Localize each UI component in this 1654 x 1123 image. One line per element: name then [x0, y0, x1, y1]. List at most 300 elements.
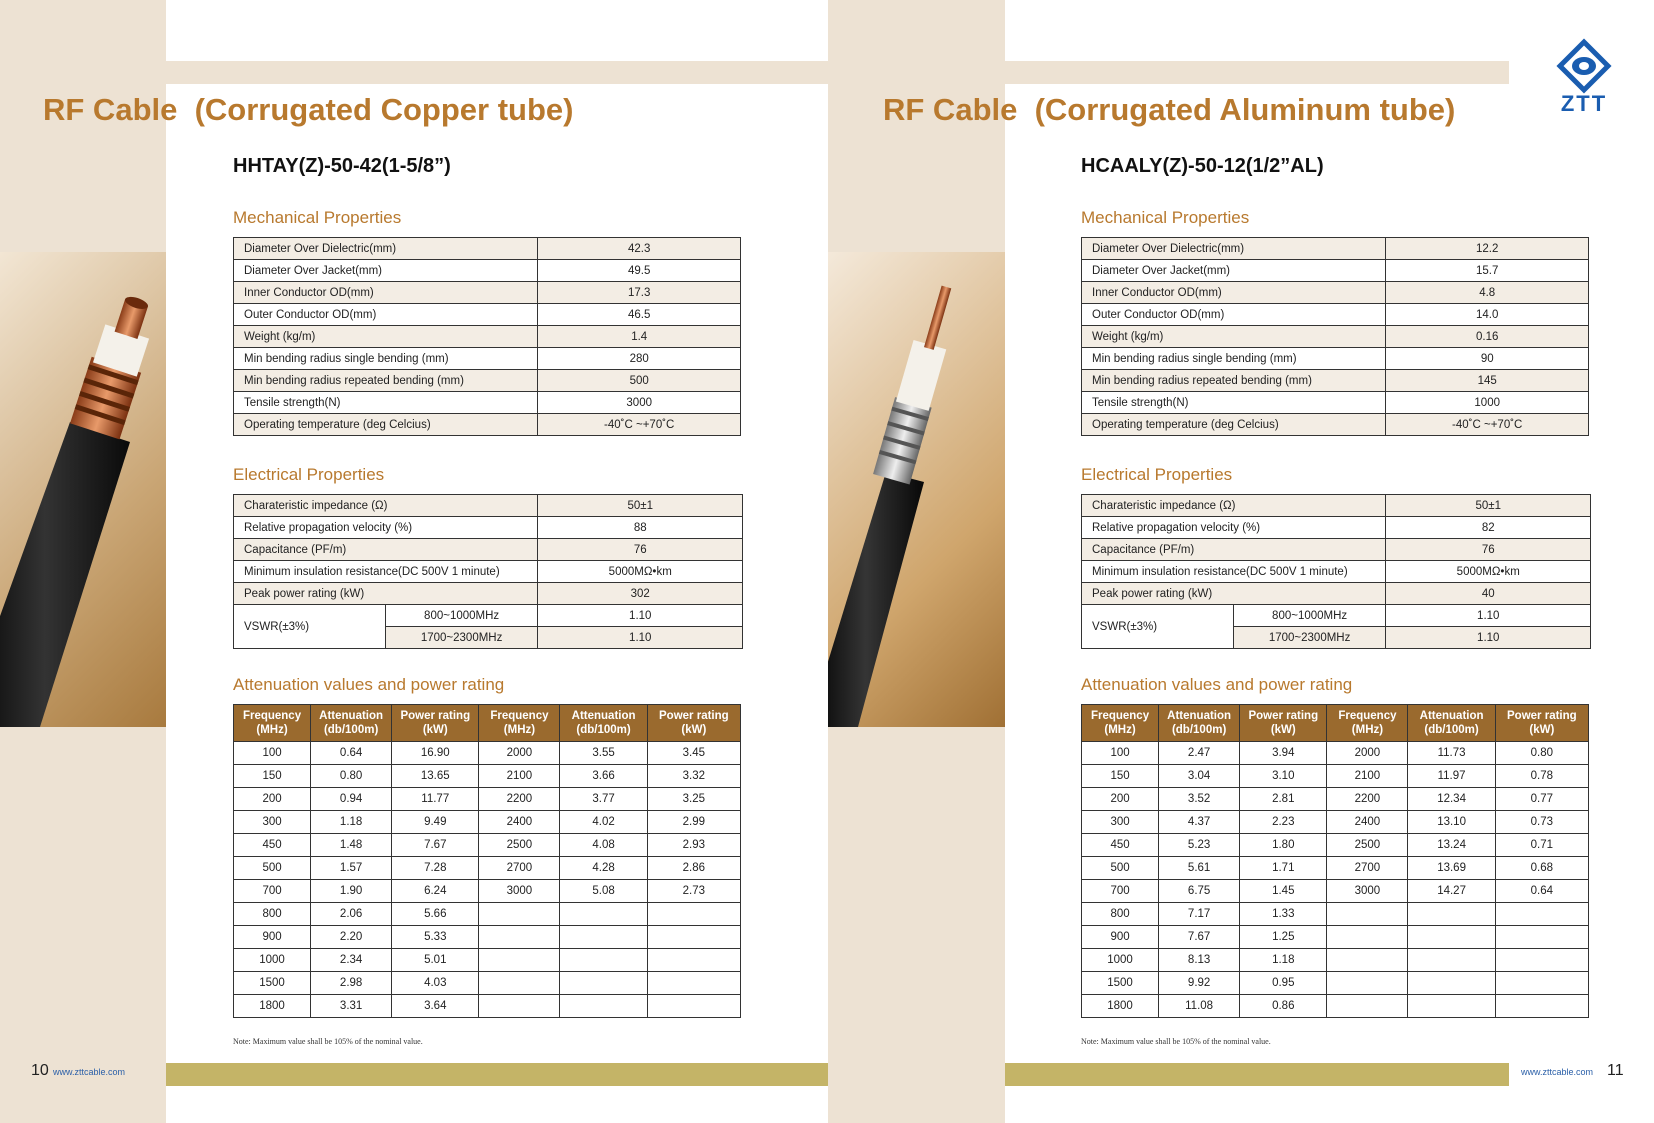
table-cell: 5.08: [560, 880, 647, 903]
property-label: Outer Conductor OD(mm): [234, 304, 538, 326]
property-label: Charateristic impedance (Ω): [234, 495, 538, 517]
column-header: Frequency (MHz): [479, 705, 560, 742]
table-row: [1082, 348, 1589, 370]
table-cell: 0.94: [311, 788, 392, 811]
table-row: [234, 903, 741, 926]
property-value: 50±1: [538, 495, 743, 517]
table-cell: 2700: [479, 857, 560, 880]
table-cell: 11.77: [392, 788, 479, 811]
table-cell: 2.81: [1240, 788, 1327, 811]
table-row: [234, 238, 741, 260]
table-cell: 1000: [234, 949, 311, 972]
table-cell: 2.20: [311, 926, 392, 949]
column-header: Frequency (MHz): [1327, 705, 1408, 742]
table-cell: 9.49: [392, 811, 479, 834]
table-cell: 11.73: [1408, 742, 1495, 765]
table-row: [234, 857, 741, 880]
table-row: [1082, 880, 1589, 903]
table-cell: 1.18: [311, 811, 392, 834]
table-cell: 2500: [1327, 834, 1408, 857]
table-cell: [1495, 972, 1588, 995]
property-value: 302: [538, 583, 743, 605]
property-value: 88: [538, 517, 743, 539]
property-value: 82: [1386, 517, 1591, 539]
property-label: Diameter Over Dielectric(mm): [234, 238, 538, 260]
table-row: [234, 370, 741, 392]
table-cell: 800: [1082, 903, 1159, 926]
property-value: 17.3: [538, 282, 741, 304]
table-cell: 6.24: [392, 880, 479, 903]
table-cell: 2200: [479, 788, 560, 811]
table-cell: [1327, 903, 1408, 926]
table-cell: 800: [234, 903, 311, 926]
property-label: Diameter Over Jacket(mm): [234, 260, 538, 282]
property-value: 145: [1386, 370, 1589, 392]
property-label: Weight (kg/m): [1082, 326, 1386, 348]
table-row: [234, 788, 741, 811]
table-cell: 0.95: [1240, 972, 1327, 995]
property-label: Inner Conductor OD(mm): [1082, 282, 1386, 304]
table-cell: [1408, 903, 1495, 926]
table-cell: [1327, 926, 1408, 949]
table-cell: 2.73: [647, 880, 740, 903]
table-cell: 2.86: [647, 857, 740, 880]
table-cell: 2.23: [1240, 811, 1327, 834]
table-cell: 450: [1082, 834, 1159, 857]
table-cell: [560, 995, 647, 1018]
property-value: 90: [1386, 348, 1589, 370]
right-mechanical-heading: Mechanical Properties: [1081, 208, 1250, 227]
table-cell: [1408, 972, 1495, 995]
property-label: Relative propagation velocity (%): [1082, 517, 1386, 539]
right-electrical-heading: Electrical Properties: [1081, 465, 1233, 484]
column-header: Power rating (kW): [1240, 705, 1327, 742]
table-cell: 16.90: [392, 742, 479, 765]
table-cell: 1.71: [1240, 857, 1327, 880]
table-cell: 13.10: [1408, 811, 1495, 834]
table-cell: 100: [234, 742, 311, 765]
table-cell: 700: [234, 880, 311, 903]
table-row: [234, 926, 741, 949]
property-label: Relative propagation velocity (%): [234, 517, 538, 539]
table-cell: 4.02: [560, 811, 647, 834]
table-cell: 13.65: [392, 765, 479, 788]
right-mechanical-table: [1081, 237, 1589, 436]
table-cell: 100: [1082, 742, 1159, 765]
property-label: Peak power rating (kW): [234, 583, 538, 605]
table-cell: 7.17: [1159, 903, 1240, 926]
property-label: Diameter Over Jacket(mm): [1082, 260, 1386, 282]
table-row: [1082, 561, 1591, 583]
table-row: [234, 605, 743, 627]
table-cell: 7.67: [1159, 926, 1240, 949]
table-row: [1082, 995, 1589, 1018]
property-label: Capacitance (PF/m): [1082, 539, 1386, 561]
table-cell: 2.34: [311, 949, 392, 972]
property-value: -40˚C ~+70˚C: [538, 414, 741, 436]
table-cell: 0.73: [1495, 811, 1588, 834]
table-cell: 2.06: [311, 903, 392, 926]
left-mechanical-table: [233, 237, 741, 436]
property-value: 500: [538, 370, 741, 392]
vswr-range: 800~1000MHz: [1233, 605, 1386, 627]
table-cell: [1327, 995, 1408, 1018]
table-row: [1082, 949, 1589, 972]
property-value: 4.8: [1386, 282, 1589, 304]
table-row: [234, 765, 741, 788]
left-electrical-heading: Electrical Properties: [233, 465, 385, 484]
left-top-strip: [166, 61, 828, 84]
table-cell: 3.25: [647, 788, 740, 811]
table-row: [234, 539, 743, 561]
table-row: [1082, 517, 1591, 539]
ztt-logo: [1548, 38, 1620, 118]
table-row: [234, 392, 741, 414]
table-cell: 5.66: [392, 903, 479, 926]
table-row: [234, 880, 741, 903]
table-cell: 0.78: [1495, 765, 1588, 788]
table-cell: 0.71: [1495, 834, 1588, 857]
table-row: [234, 742, 741, 765]
table-cell: 0.80: [311, 765, 392, 788]
column-header: Power rating (kW): [1495, 705, 1588, 742]
property-label: Min bending radius single bending (mm): [1082, 348, 1386, 370]
left-attenuation-table: [233, 704, 741, 1018]
table-row: [1082, 495, 1591, 517]
table-row: [1082, 834, 1589, 857]
table-row: [1082, 788, 1589, 811]
table-cell: [647, 926, 740, 949]
table-row: [1082, 926, 1589, 949]
table-cell: 1.90: [311, 880, 392, 903]
table-cell: 2200: [1327, 788, 1408, 811]
table-cell: 4.03: [392, 972, 479, 995]
property-label: Minimum insulation resistance(DC 500V 1 minute): [234, 561, 538, 583]
table-cell: 0.64: [1495, 880, 1588, 903]
table-cell: [1327, 949, 1408, 972]
right-page-title: RF Cable (Corrugated Aluminum tube): [883, 92, 1456, 127]
table-row: [1082, 370, 1589, 392]
table-cell: 3.52: [1159, 788, 1240, 811]
ztt-logo-icon: [1548, 38, 1620, 94]
table-cell: [647, 949, 740, 972]
table-cell: 1.57: [311, 857, 392, 880]
column-header: Attenuation (db/100m): [560, 705, 647, 742]
table-cell: 2.99: [647, 811, 740, 834]
property-value: 46.5: [538, 304, 741, 326]
property-value: 15.7: [1386, 260, 1589, 282]
table-cell: 6.75: [1159, 880, 1240, 903]
left-page-title: RF Cable (Corrugated Copper tube): [43, 92, 574, 127]
table-cell: 1000: [1082, 949, 1159, 972]
left-attenuation-heading: Attenuation values and power rating: [233, 675, 505, 694]
table-row: [234, 348, 741, 370]
vswr-range: 1700~2300MHz: [1233, 627, 1386, 649]
table-cell: [479, 949, 560, 972]
vswr-range: 1700~2300MHz: [385, 627, 538, 649]
table-cell: 1800: [234, 995, 311, 1018]
table-cell: 3.66: [560, 765, 647, 788]
property-value: 1.4: [538, 326, 741, 348]
table-cell: 150: [1082, 765, 1159, 788]
property-value: 3000: [538, 392, 741, 414]
table-cell: 2.93: [647, 834, 740, 857]
aluminum-cable-image: [828, 252, 1005, 727]
table-cell: 0.64: [311, 742, 392, 765]
table-cell: [1408, 949, 1495, 972]
table-cell: [560, 926, 647, 949]
table-cell: 300: [234, 811, 311, 834]
table-row: [234, 414, 741, 436]
table-cell: 3.64: [392, 995, 479, 1018]
table-row: [234, 972, 741, 995]
table-cell: 2000: [479, 742, 560, 765]
property-value: 5000MΩ•km: [1386, 561, 1591, 583]
table-cell: [479, 995, 560, 1018]
property-label: Weight (kg/m): [234, 326, 538, 348]
table-cell: 1500: [1082, 972, 1159, 995]
table-cell: 2400: [1327, 811, 1408, 834]
right-bottom-strip: [1005, 1063, 1509, 1086]
table-cell: 11.08: [1159, 995, 1240, 1018]
vswr-range: 800~1000MHz: [385, 605, 538, 627]
property-value: 1000: [1386, 392, 1589, 414]
column-header: Frequency (MHz): [1082, 705, 1159, 742]
left-note: Note: Maximum value shall be 105% of the nominal value.: [233, 1037, 423, 1046]
table-row: [234, 561, 743, 583]
column-header: Frequency (MHz): [234, 705, 311, 742]
table-cell: [1495, 995, 1588, 1018]
table-cell: [560, 903, 647, 926]
table-cell: 2.98: [311, 972, 392, 995]
table-cell: 1800: [1082, 995, 1159, 1018]
right-page-number: 11: [1607, 1062, 1624, 1079]
table-cell: 1500: [234, 972, 311, 995]
table-cell: [479, 972, 560, 995]
right-top-strip: [1005, 61, 1509, 84]
header-row: [1082, 705, 1589, 742]
table-cell: 3.45: [647, 742, 740, 765]
table-row: [1082, 414, 1589, 436]
property-label: Charateristic impedance (Ω): [1082, 495, 1386, 517]
table-row: [234, 304, 741, 326]
table-cell: 0.80: [1495, 742, 1588, 765]
left-page-number: 10: [31, 1062, 49, 1079]
table-cell: 1.80: [1240, 834, 1327, 857]
table-cell: 900: [234, 926, 311, 949]
property-label: Diameter Over Dielectric(mm): [1082, 238, 1386, 260]
table-cell: 3.32: [647, 765, 740, 788]
table-cell: 300: [1082, 811, 1159, 834]
table-row: [1082, 304, 1589, 326]
table-cell: 11.97: [1408, 765, 1495, 788]
table-cell: 0.77: [1495, 788, 1588, 811]
table-cell: 5.33: [392, 926, 479, 949]
table-cell: 2000: [1327, 742, 1408, 765]
table-row: [234, 495, 743, 517]
table-row: [234, 949, 741, 972]
table-cell: 900: [1082, 926, 1159, 949]
property-value: 0.16: [1386, 326, 1589, 348]
vswr-value: 1.10: [1386, 627, 1591, 649]
table-cell: 8.13: [1159, 949, 1240, 972]
property-value: 40: [1386, 583, 1591, 605]
table-cell: 3000: [1327, 880, 1408, 903]
column-header: Power rating (kW): [647, 705, 740, 742]
table-cell: 3000: [479, 880, 560, 903]
table-cell: 2.47: [1159, 742, 1240, 765]
property-label: Operating temperature (deg Celcius): [1082, 414, 1386, 436]
table-cell: 1.48: [311, 834, 392, 857]
table-row: [1082, 903, 1589, 926]
table-cell: 4.08: [560, 834, 647, 857]
table-cell: 700: [1082, 880, 1159, 903]
table-cell: [479, 926, 560, 949]
table-cell: [1408, 926, 1495, 949]
table-row: [1082, 765, 1589, 788]
table-cell: 2700: [1327, 857, 1408, 880]
table-row: [1082, 811, 1589, 834]
table-row: [1082, 282, 1589, 304]
table-row: [1082, 392, 1589, 414]
table-cell: 0.68: [1495, 857, 1588, 880]
table-cell: 13.69: [1408, 857, 1495, 880]
table-cell: [1327, 972, 1408, 995]
table-row: [234, 811, 741, 834]
copper-cable-image: [0, 252, 166, 727]
left-url: www.zttcable.com: [53, 1067, 126, 1077]
table-cell: [560, 972, 647, 995]
table-cell: 3.55: [560, 742, 647, 765]
property-value: 50±1: [1386, 495, 1591, 517]
table-row: [1082, 857, 1589, 880]
table-cell: 3.04: [1159, 765, 1240, 788]
table-row: [1082, 539, 1591, 561]
table-cell: 500: [1082, 857, 1159, 880]
table-cell: 1.45: [1240, 880, 1327, 903]
property-label: Tensile strength(N): [234, 392, 538, 414]
property-label: Min bending radius repeated bending (mm): [234, 370, 538, 392]
property-label: Capacitance (PF/m): [234, 539, 538, 561]
table-cell: 1.33: [1240, 903, 1327, 926]
table-row: [234, 326, 741, 348]
table-cell: 3.94: [1240, 742, 1327, 765]
table-row: [1082, 972, 1589, 995]
table-cell: [647, 972, 740, 995]
logo-text: ZTT: [1560, 91, 1608, 116]
table-row: [234, 834, 741, 857]
table-cell: 5.23: [1159, 834, 1240, 857]
right-attenuation-table: [1081, 704, 1589, 1018]
table-row: [1082, 742, 1589, 765]
property-value: 42.3: [538, 238, 741, 260]
property-label: Inner Conductor OD(mm): [234, 282, 538, 304]
table-cell: [479, 903, 560, 926]
table-cell: 3.10: [1240, 765, 1327, 788]
table-cell: 5.01: [392, 949, 479, 972]
right-note: Note: Maximum value shall be 105% of the nominal value.: [1081, 1037, 1271, 1046]
right-electrical-table: [1081, 494, 1591, 649]
table-cell: [1495, 949, 1588, 972]
table-cell: [1495, 926, 1588, 949]
table-row: [234, 282, 741, 304]
left-model-number: HHTAY(Z)-50-42(1-5/8”): [233, 155, 451, 177]
table-cell: 500: [234, 857, 311, 880]
left-electrical-table: [233, 494, 743, 649]
property-value: 49.5: [538, 260, 741, 282]
table-cell: 4.37: [1159, 811, 1240, 834]
table-cell: 9.92: [1159, 972, 1240, 995]
property-label: Peak power rating (kW): [1082, 583, 1386, 605]
property-label: Tensile strength(N): [1082, 392, 1386, 414]
table-cell: [560, 949, 647, 972]
table-cell: 150: [234, 765, 311, 788]
table-cell: 200: [1082, 788, 1159, 811]
vswr-value: 1.10: [538, 605, 743, 627]
header-row: [234, 705, 741, 742]
table-cell: 3.77: [560, 788, 647, 811]
vswr-value: 1.10: [538, 627, 743, 649]
property-value: 76: [538, 539, 743, 561]
column-header: Attenuation (db/100m): [1408, 705, 1495, 742]
property-value: 280: [538, 348, 741, 370]
property-label: Operating temperature (deg Celcius): [234, 414, 538, 436]
vswr-value: 1.10: [1386, 605, 1591, 627]
left-mechanical-heading: Mechanical Properties: [233, 208, 402, 227]
table-cell: 14.27: [1408, 880, 1495, 903]
property-label: Min bending radius repeated bending (mm): [1082, 370, 1386, 392]
property-value: 14.0: [1386, 304, 1589, 326]
table-cell: 2100: [479, 765, 560, 788]
table-row: [234, 583, 743, 605]
table-cell: 2100: [1327, 765, 1408, 788]
table-cell: 3.31: [311, 995, 392, 1018]
table-cell: 12.34: [1408, 788, 1495, 811]
table-row: [234, 517, 743, 539]
column-header: Power rating (kW): [392, 705, 479, 742]
column-header: Attenuation (db/100m): [1159, 705, 1240, 742]
table-row: [1082, 238, 1589, 260]
table-cell: 2500: [479, 834, 560, 857]
table-cell: 200: [234, 788, 311, 811]
table-row: [1082, 260, 1589, 282]
table-cell: [647, 903, 740, 926]
table-cell: [1408, 995, 1495, 1018]
table-row: [1082, 583, 1591, 605]
table-cell: 7.28: [392, 857, 479, 880]
table-cell: 450: [234, 834, 311, 857]
table-cell: 5.61: [1159, 857, 1240, 880]
property-value: 5000MΩ•km: [538, 561, 743, 583]
property-label: Outer Conductor OD(mm): [1082, 304, 1386, 326]
table-cell: [647, 995, 740, 1018]
property-value: -40˚C ~+70˚C: [1386, 414, 1589, 436]
right-model-number: HCAALY(Z)-50-12(1/2”AL): [1081, 155, 1324, 177]
table-cell: 0.86: [1240, 995, 1327, 1018]
right-url: www.zttcable.com: [1521, 1067, 1594, 1077]
property-label: Min bending radius single bending (mm): [234, 348, 538, 370]
table-cell: 1.18: [1240, 949, 1327, 972]
column-header: Attenuation (db/100m): [311, 705, 392, 742]
table-cell: 13.24: [1408, 834, 1495, 857]
right-attenuation-heading: Attenuation values and power rating: [1081, 675, 1353, 694]
table-cell: 2400: [479, 811, 560, 834]
vswr-label: VSWR(±3%): [234, 605, 386, 649]
vswr-label: VSWR(±3%): [1082, 605, 1234, 649]
property-value: 12.2: [1386, 238, 1589, 260]
table-cell: [1495, 903, 1588, 926]
table-row: [234, 260, 741, 282]
